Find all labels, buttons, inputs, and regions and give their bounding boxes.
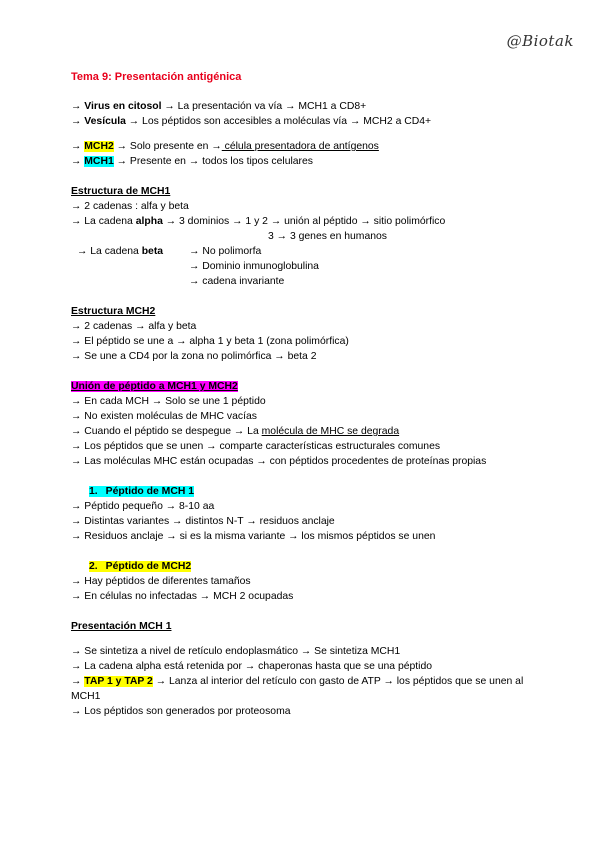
intro-line-vesicula bbox=[71, 114, 571, 129]
mch2-line-2: → El péptido se une a → alpha 1 y beta 1 (zona polimórfica) bbox=[71, 336, 349, 347]
union-line-4: → Los péptidos que se unen → comparte características estructurales comunes bbox=[71, 441, 441, 452]
intro-line-mch1 bbox=[71, 154, 571, 169]
mch1-line-4 bbox=[71, 244, 571, 259]
pres-line-2: → La cadena alpha está retenida por → chaperonas hasta que se una péptido bbox=[71, 661, 433, 672]
pres-line-4: → Los péptidos son generados por proteosoma bbox=[71, 706, 291, 717]
page-title: Tema 9: Presentación antigénica bbox=[71, 71, 242, 83]
mch2-line-1: → 2 cadenas → alfa y beta bbox=[71, 321, 197, 332]
p2-line-2: → En células no infectadas → MCH 2 ocupadas bbox=[71, 591, 294, 602]
line-text: → bbox=[71, 676, 85, 687]
list-number: 2. bbox=[89, 561, 98, 572]
term-beta: beta bbox=[141, 246, 164, 257]
arrow-text: → bbox=[71, 116, 85, 127]
mch1-line-3: 3 → 3 genes en humanos bbox=[268, 231, 387, 242]
p1-line-1: → Péptido pequeño → 8-10 aa bbox=[71, 501, 215, 512]
subheading-text: Péptido de MCH2 bbox=[105, 561, 192, 572]
mch2-line-3: → Se une a CD4 por la zona no polimórfica → beta 2 bbox=[71, 351, 317, 362]
section-heading-presentacion: Presentación MCH 1 bbox=[71, 621, 172, 632]
line-text: → La cadena bbox=[71, 216, 136, 227]
mch1-line-6: → cadena invariante bbox=[189, 276, 285, 287]
pres-line-3 bbox=[71, 674, 541, 704]
union-line-3 bbox=[71, 424, 571, 439]
list-number: 1. bbox=[89, 486, 98, 497]
line-text: → La presentación va vía → MCH1 a CD8+ bbox=[161, 101, 367, 112]
union-line-1: → En cada MCH → Solo se une 1 péptido bbox=[71, 396, 266, 407]
highlight-union: Unión de péptido a MCH1 y MCH2 bbox=[71, 381, 238, 392]
arrow-text: → bbox=[71, 141, 85, 152]
line-text: → Los péptidos son accesibles a moléculas vía → MCH2 a CD4+ bbox=[125, 116, 432, 127]
line-text: → La cadena bbox=[77, 246, 142, 257]
subheading-peptide-mch1 bbox=[71, 484, 571, 499]
arrow-text: → bbox=[71, 101, 85, 112]
highlight-mch1: MCH1 bbox=[84, 156, 114, 167]
underlined-text: molécula de MHC se degrada bbox=[261, 426, 400, 437]
line-text: → No polimorfa bbox=[189, 246, 262, 257]
intro-line-virus bbox=[71, 99, 571, 114]
term-vesicula: Vesícula bbox=[84, 116, 126, 127]
mch1-line-2 bbox=[71, 214, 571, 229]
highlight-peptide-mch2 bbox=[89, 561, 191, 572]
underlined-text: célula presentadora de antígenos bbox=[221, 141, 379, 152]
subheading-text: Péptido de MCH 1 bbox=[105, 486, 194, 497]
line-text: → Lanza al interior del retículo con gasto de ATP → los péptidos que se unen al MCH1 bbox=[71, 676, 524, 702]
union-line-5: → Las moléculas MHC están ocupadas → con péptidos procedentes de proteínas propias bbox=[71, 456, 487, 467]
p1-line-3: → Residuos anclaje → si es la misma variante → los mismos péptidos se unen bbox=[71, 531, 436, 542]
p2-line-1: → Hay péptidos de diferentes tamaños bbox=[71, 576, 251, 587]
section-heading-union bbox=[71, 379, 571, 394]
document-body bbox=[71, 70, 571, 719]
p1-line-2: → Distintas variantes → distintos N-T → residuos anclaje bbox=[71, 516, 335, 527]
author-watermark: @Biotak bbox=[506, 32, 574, 50]
intro-line-mch2 bbox=[71, 139, 571, 154]
union-line-2: → No existen moléculas de MHC vacías bbox=[71, 411, 257, 422]
highlight-peptide-mch1 bbox=[89, 486, 194, 497]
term-alpha: alpha bbox=[135, 216, 163, 227]
section-heading-mch2: Estructura MCH2 bbox=[71, 306, 156, 317]
pres-line-1: → Se sintetiza a nivel de retículo endoplasmático → Se sintetiza MCH1 bbox=[71, 646, 401, 657]
section-heading-mch1: Estructura de MCH1 bbox=[71, 186, 171, 197]
line-text: → Solo presente en → bbox=[113, 141, 222, 152]
line-text: → Presente en → todos los tipos celulares bbox=[113, 156, 313, 167]
line-text: → 3 dominios → 1 y 2 → unión al péptido → sitio polimórfico bbox=[162, 216, 446, 227]
subheading-peptide-mch2 bbox=[71, 559, 571, 574]
highlight-tap: TAP 1 y TAP 2 bbox=[84, 676, 153, 687]
highlight-mch2: MCH2 bbox=[84, 141, 114, 152]
mch1-line-1: → 2 cadenas : alfa y beta bbox=[71, 201, 189, 212]
term-virus: Virus en citosol bbox=[84, 101, 162, 112]
mch1-line-5: → Dominio inmunoglobulina bbox=[189, 261, 319, 272]
line-text: → Cuando el péptido se despegue → La bbox=[71, 426, 262, 437]
arrow-text: → bbox=[71, 156, 85, 167]
